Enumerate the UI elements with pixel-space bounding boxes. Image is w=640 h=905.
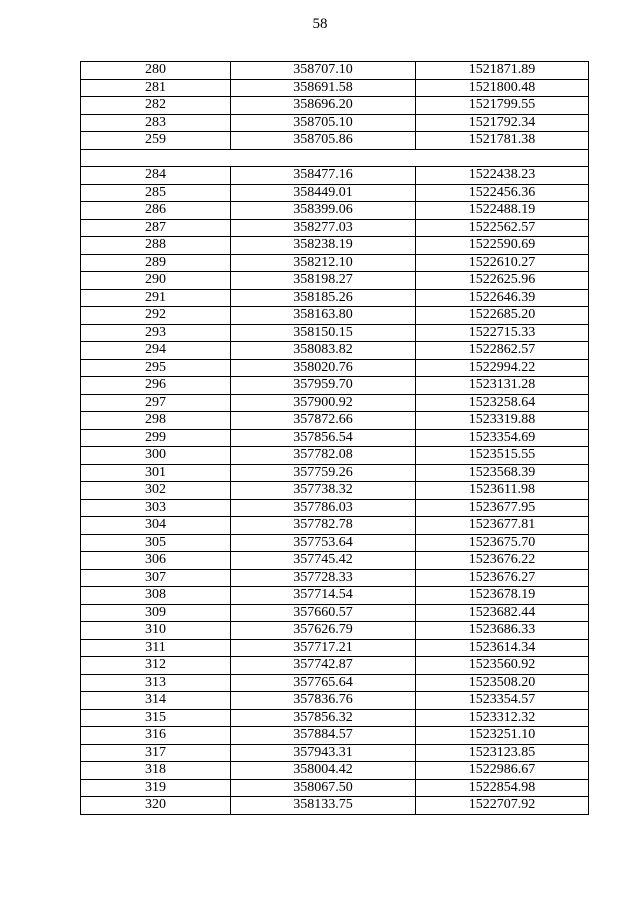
table-row (81, 342, 589, 360)
group-separator-cell (81, 149, 589, 167)
x-coordinate-cell: 357836.76 (231, 692, 416, 710)
x-coordinate-cell: 358238.19 (231, 237, 416, 255)
point-number-cell: 313 (81, 674, 231, 692)
y-coordinate-cell: 1522994.22 (416, 359, 589, 377)
point-number-cell: 291 (81, 289, 231, 307)
point-number-cell: 315 (81, 709, 231, 727)
y-coordinate-cell: 1523614.34 (416, 639, 589, 657)
table-row (81, 79, 589, 97)
x-coordinate-cell: 357660.57 (231, 604, 416, 622)
y-coordinate-cell: 1522707.92 (416, 797, 589, 815)
point-number-cell: 318 (81, 762, 231, 780)
point-number-cell: 303 (81, 499, 231, 517)
y-coordinate-cell: 1522715.33 (416, 324, 589, 342)
x-coordinate-cell: 358083.82 (231, 342, 416, 360)
x-coordinate-cell: 357900.92 (231, 394, 416, 412)
table-row (81, 412, 589, 430)
table-row (81, 797, 589, 815)
y-coordinate-cell: 1523568.39 (416, 464, 589, 482)
table-row (81, 237, 589, 255)
table-row (81, 429, 589, 447)
y-coordinate-cell: 1523508.20 (416, 674, 589, 692)
point-number-cell: 295 (81, 359, 231, 377)
table-row (81, 254, 589, 272)
table-row (81, 289, 589, 307)
x-coordinate-cell: 358477.16 (231, 167, 416, 185)
point-number-cell: 285 (81, 184, 231, 202)
y-coordinate-cell: 1523312.32 (416, 709, 589, 727)
y-coordinate-cell: 1523319.88 (416, 412, 589, 430)
point-number-cell: 314 (81, 692, 231, 710)
y-coordinate-cell: 1523682.44 (416, 604, 589, 622)
table-row (81, 97, 589, 115)
table-row (81, 779, 589, 797)
y-coordinate-cell: 1523354.69 (416, 429, 589, 447)
table-row (81, 167, 589, 185)
y-coordinate-cell: 1523611.98 (416, 482, 589, 500)
y-coordinate-cell: 1522862.57 (416, 342, 589, 360)
y-coordinate-cell: 1521799.55 (416, 97, 589, 115)
table-row (81, 324, 589, 342)
y-coordinate-cell: 1523677.81 (416, 517, 589, 535)
table-row (81, 587, 589, 605)
y-coordinate-cell: 1523678.19 (416, 587, 589, 605)
table-row (81, 744, 589, 762)
y-coordinate-cell: 1522610.27 (416, 254, 589, 272)
point-number-cell: 294 (81, 342, 231, 360)
table-row (81, 674, 589, 692)
point-number-cell: 281 (81, 79, 231, 97)
table-row (81, 114, 589, 132)
y-coordinate-cell: 1521792.34 (416, 114, 589, 132)
x-coordinate-cell: 358185.26 (231, 289, 416, 307)
x-coordinate-cell: 358449.01 (231, 184, 416, 202)
y-coordinate-cell: 1522590.69 (416, 237, 589, 255)
x-coordinate-cell: 358020.76 (231, 359, 416, 377)
point-number-cell: 308 (81, 587, 231, 605)
x-coordinate-cell: 357943.31 (231, 744, 416, 762)
x-coordinate-cell: 357742.87 (231, 657, 416, 675)
y-coordinate-cell: 1521800.48 (416, 79, 589, 97)
x-coordinate-cell: 357782.08 (231, 447, 416, 465)
point-number-cell: 311 (81, 639, 231, 657)
x-coordinate-cell: 357714.54 (231, 587, 416, 605)
point-number-cell: 310 (81, 622, 231, 640)
coordinates-table (80, 61, 589, 815)
y-coordinate-cell: 1523258.64 (416, 394, 589, 412)
x-coordinate-cell: 357782.78 (231, 517, 416, 535)
point-number-cell: 312 (81, 657, 231, 675)
x-coordinate-cell: 357745.42 (231, 552, 416, 570)
table-row (81, 604, 589, 622)
point-number-cell: 292 (81, 307, 231, 325)
x-coordinate-cell: 357753.64 (231, 534, 416, 552)
y-coordinate-cell: 1522456.36 (416, 184, 589, 202)
x-coordinate-cell: 357884.57 (231, 727, 416, 745)
x-coordinate-cell: 357856.32 (231, 709, 416, 727)
point-number-cell: 283 (81, 114, 231, 132)
point-number-cell: 300 (81, 447, 231, 465)
y-coordinate-cell: 1521871.89 (416, 62, 589, 80)
x-coordinate-cell: 358004.42 (231, 762, 416, 780)
point-number-cell: 302 (81, 482, 231, 500)
y-coordinate-cell: 1522685.20 (416, 307, 589, 325)
x-coordinate-cell: 358696.20 (231, 97, 416, 115)
point-number-cell: 293 (81, 324, 231, 342)
point-number-cell: 289 (81, 254, 231, 272)
y-coordinate-cell: 1523515.55 (416, 447, 589, 465)
y-coordinate-cell: 1522562.57 (416, 219, 589, 237)
y-coordinate-cell: 1523354.57 (416, 692, 589, 710)
point-number-cell: 306 (81, 552, 231, 570)
point-number-cell: 301 (81, 464, 231, 482)
table-row (81, 307, 589, 325)
point-number-cell: 304 (81, 517, 231, 535)
x-coordinate-cell: 357786.03 (231, 499, 416, 517)
y-coordinate-cell: 1523251.10 (416, 727, 589, 745)
table-row (81, 762, 589, 780)
table-row (81, 639, 589, 657)
table-row (81, 727, 589, 745)
x-coordinate-cell: 358212.10 (231, 254, 416, 272)
x-coordinate-cell: 358163.80 (231, 307, 416, 325)
group-separator-row (81, 149, 589, 167)
x-coordinate-cell: 357959.70 (231, 377, 416, 395)
page-number: 58 (312, 16, 328, 32)
y-coordinate-cell: 1523560.92 (416, 657, 589, 675)
y-coordinate-cell: 1523123.85 (416, 744, 589, 762)
y-coordinate-cell: 1521781.38 (416, 132, 589, 150)
table-row (81, 552, 589, 570)
y-coordinate-cell: 1522854.98 (416, 779, 589, 797)
x-coordinate-cell: 357759.26 (231, 464, 416, 482)
table-row (81, 692, 589, 710)
table-row (81, 622, 589, 640)
point-number-cell: 320 (81, 797, 231, 815)
table-row (81, 377, 589, 395)
y-coordinate-cell: 1523675.70 (416, 534, 589, 552)
point-number-cell: 288 (81, 237, 231, 255)
x-coordinate-cell: 357738.32 (231, 482, 416, 500)
table-row (81, 569, 589, 587)
point-number-cell: 305 (81, 534, 231, 552)
y-coordinate-cell: 1523131.28 (416, 377, 589, 395)
table-row (81, 517, 589, 535)
table-row (81, 657, 589, 675)
point-number-cell: 296 (81, 377, 231, 395)
x-coordinate-cell: 358198.27 (231, 272, 416, 290)
y-coordinate-cell: 1523686.33 (416, 622, 589, 640)
table-row (81, 202, 589, 220)
point-number-cell: 282 (81, 97, 231, 115)
x-coordinate-cell: 357872.66 (231, 412, 416, 430)
x-coordinate-cell: 358067.50 (231, 779, 416, 797)
table-row (81, 534, 589, 552)
point-number-cell: 286 (81, 202, 231, 220)
point-number-cell: 284 (81, 167, 231, 185)
y-coordinate-cell: 1522646.39 (416, 289, 589, 307)
point-number-cell: 259 (81, 132, 231, 150)
x-coordinate-cell: 358133.75 (231, 797, 416, 815)
y-coordinate-cell: 1522986.67 (416, 762, 589, 780)
point-number-cell: 280 (81, 62, 231, 80)
table-row (81, 464, 589, 482)
x-coordinate-cell: 358399.06 (231, 202, 416, 220)
x-coordinate-cell: 357728.33 (231, 569, 416, 587)
x-coordinate-cell: 358705.10 (231, 114, 416, 132)
point-number-cell: 299 (81, 429, 231, 447)
coordinates-table-body (81, 62, 589, 815)
table-row (81, 499, 589, 517)
x-coordinate-cell: 357626.79 (231, 622, 416, 640)
table-row (81, 709, 589, 727)
point-number-cell: 298 (81, 412, 231, 430)
point-number-cell: 316 (81, 727, 231, 745)
table-row (81, 62, 589, 80)
table-row (81, 132, 589, 150)
x-coordinate-cell: 358691.58 (231, 79, 416, 97)
x-coordinate-cell: 357765.64 (231, 674, 416, 692)
x-coordinate-cell: 357717.21 (231, 639, 416, 657)
y-coordinate-cell: 1523677.95 (416, 499, 589, 517)
point-number-cell: 287 (81, 219, 231, 237)
table-row (81, 219, 589, 237)
table-row (81, 272, 589, 290)
x-coordinate-cell: 358150.15 (231, 324, 416, 342)
x-coordinate-cell: 358707.10 (231, 62, 416, 80)
table-row (81, 447, 589, 465)
y-coordinate-cell: 1523676.27 (416, 569, 589, 587)
table-row (81, 482, 589, 500)
table-row (81, 394, 589, 412)
point-number-cell: 307 (81, 569, 231, 587)
y-coordinate-cell: 1522488.19 (416, 202, 589, 220)
x-coordinate-cell: 358277.03 (231, 219, 416, 237)
point-number-cell: 309 (81, 604, 231, 622)
x-coordinate-cell: 357856.54 (231, 429, 416, 447)
table-row (81, 184, 589, 202)
y-coordinate-cell: 1522625.96 (416, 272, 589, 290)
y-coordinate-cell: 1522438.23 (416, 167, 589, 185)
x-coordinate-cell: 358705.86 (231, 132, 416, 150)
point-number-cell: 317 (81, 744, 231, 762)
table-row (81, 359, 589, 377)
point-number-cell: 290 (81, 272, 231, 290)
y-coordinate-cell: 1523676.22 (416, 552, 589, 570)
point-number-cell: 297 (81, 394, 231, 412)
point-number-cell: 319 (81, 779, 231, 797)
